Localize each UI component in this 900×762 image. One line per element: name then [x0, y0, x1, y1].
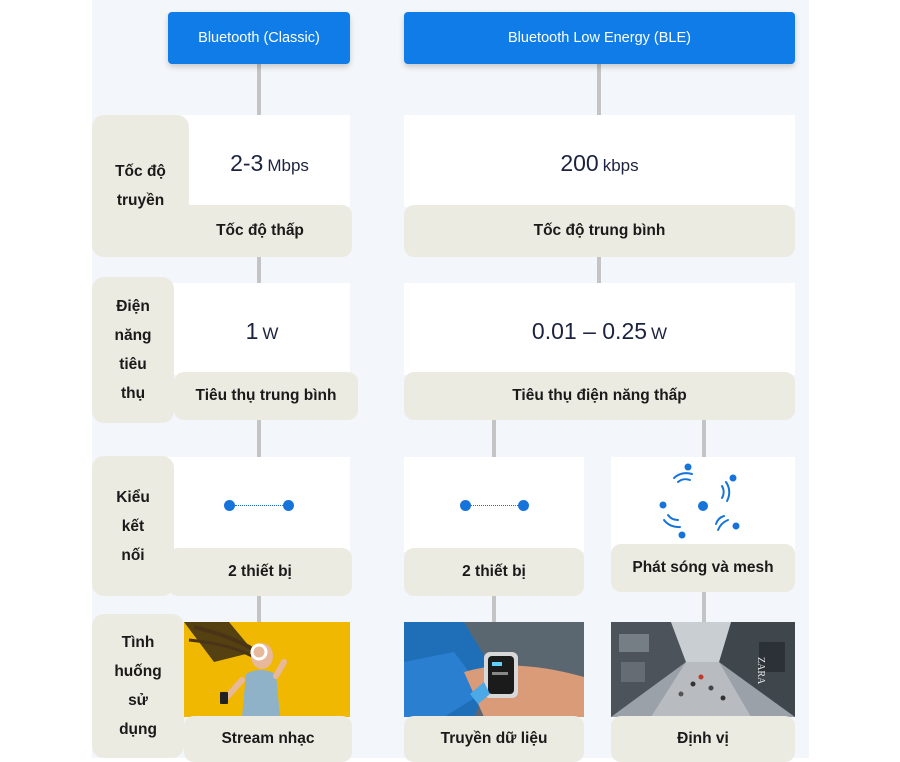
- power-ble-value: [404, 318, 795, 345]
- row-label-usage: [92, 614, 184, 758]
- connector-line: [257, 595, 261, 623]
- store-sign-text: ZARA: [755, 657, 766, 685]
- device-dot-icon: [518, 500, 529, 511]
- connector-line: [257, 64, 261, 116]
- value-unit: W: [262, 324, 279, 343]
- speed-ble-value: [404, 150, 795, 177]
- music-streaming-photo: [184, 622, 350, 717]
- connector-line: [702, 592, 706, 623]
- connector-line: [257, 420, 261, 458]
- connection-ble-p2p-caption: 2 thiết bị: [404, 548, 584, 596]
- power-ble-caption: Tiêu thụ điện năng thấp: [404, 372, 795, 420]
- value-number: 2-3: [230, 150, 264, 176]
- row-label-line: nối: [121, 546, 145, 564]
- row-label-line: dụng: [119, 721, 157, 738]
- row-label-line: Kiểu: [116, 488, 150, 506]
- connector-line: [257, 256, 261, 284]
- row-label-line: kết: [121, 517, 145, 535]
- link-dotted-line-icon: [235, 505, 283, 506]
- row-label-connection: [92, 456, 174, 596]
- mesh-broadcast-icon: [652, 460, 752, 542]
- value-number: 200: [560, 150, 599, 176]
- smartwatch-photo: [404, 622, 584, 717]
- connector-line: [492, 595, 496, 623]
- power-classic-caption: Tiêu thụ trung bình: [174, 372, 358, 420]
- value-unit: Mbps: [267, 156, 309, 175]
- usage-ble-data-caption: Truyền dữ liệu: [404, 716, 584, 762]
- link-dotted-line-icon: [471, 505, 518, 506]
- shopping-street-photo: [611, 622, 795, 717]
- header-bluetooth-ble: Bluetooth Low Energy (BLE): [404, 12, 795, 64]
- value-number: 0.01 – 0.25: [531, 318, 648, 344]
- speed-classic-value: [189, 150, 350, 177]
- power-classic-value: [174, 318, 350, 345]
- value-unit: W: [651, 324, 668, 343]
- row-label-line: sử: [128, 692, 148, 709]
- row-label-line: Điện: [116, 298, 150, 315]
- device-dot-icon: [224, 500, 235, 511]
- usage-ble-location-caption: Định vị: [611, 716, 795, 762]
- value-number: 1: [245, 318, 259, 344]
- speed-classic-caption: Tốc độ thấp: [168, 205, 352, 257]
- connector-line: [597, 256, 601, 284]
- header-bluetooth-classic: Bluetooth (Classic): [168, 12, 350, 64]
- row-label-line: huống: [114, 663, 162, 680]
- row-label-line: thụ: [120, 385, 146, 402]
- value-unit: kbps: [602, 156, 639, 175]
- row-label-line: tiêu: [119, 356, 147, 373]
- connector-line: [492, 420, 496, 458]
- row-label-line: Tốc độ: [115, 163, 166, 180]
- row-label-power: [92, 277, 174, 423]
- connector-line: [702, 420, 706, 458]
- speed-ble-caption: Tốc độ trung bình: [404, 205, 795, 257]
- connection-ble-mesh-caption: Phát sóng và mesh: [611, 544, 795, 592]
- device-dot-icon: [460, 500, 471, 511]
- connector-line: [597, 64, 601, 116]
- device-dot-icon: [283, 500, 294, 511]
- row-label-line: Tình: [121, 634, 155, 651]
- usage-classic-caption: Stream nhạc: [184, 716, 352, 762]
- row-label-line: năng: [114, 327, 152, 344]
- connection-classic-caption: 2 thiết bị: [168, 548, 352, 596]
- row-label-line: truyền: [116, 192, 165, 209]
